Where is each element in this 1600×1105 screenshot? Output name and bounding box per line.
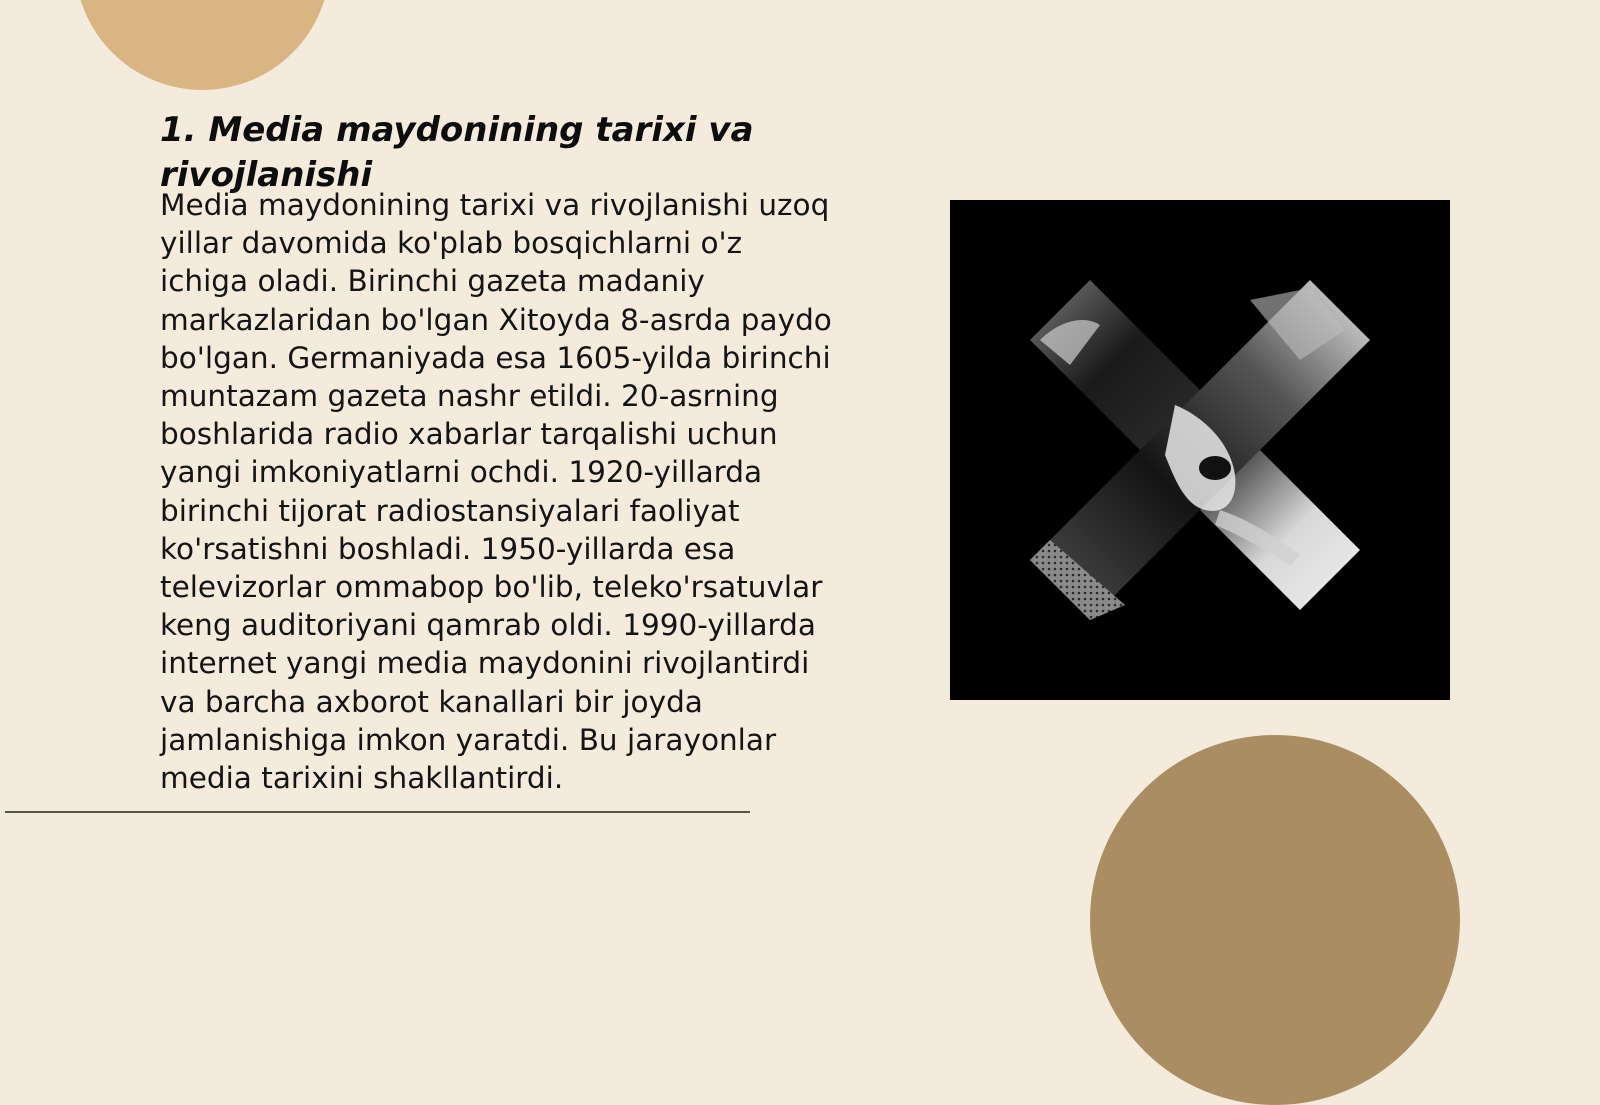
divider-line — [5, 811, 750, 813]
slide-body-text: Media maydonining tarixi va rivojlanishi uzoq yillar davomida ko'plab bosqichlarni o'z ichiga oladi. Birinchi gazeta madaniy markazlaridan bo'lgan Xitoyda 8-asrda paydo bo'lgan. Germaniyada esa 1605-yilda birinchi muntazam gazeta nashr etildi. 20-asrning boshlarida radio xabarlar tarqalishi uchun yangi imkoniyatlarni ochdi. 1920-yillarda birinchi tijorat radiostansiyalari faoliyat ko'rsatishni boshladi. 1950-yillarda esa televizorlar ommabop bo'lib, teleko'rsatuvlar keng auditoriyani qamrab oldi. 1990-yillarda internet yangi media maydonini rivojlantirdi va barcha axborot kanallari bir joyda jamlanishiga imkon yaratdi. Bu jarayonlar media tarixini shakllantirdi. — [160, 188, 832, 796]
x-photo-collage — [950, 200, 1450, 700]
decorative-circle-top — [75, 0, 330, 90]
slide-title: 1. Media maydonining tarixi va rivojlanishi — [160, 110, 754, 195]
decorative-circle-bottom — [1090, 735, 1460, 1105]
x-shape-image — [950, 200, 1450, 700]
